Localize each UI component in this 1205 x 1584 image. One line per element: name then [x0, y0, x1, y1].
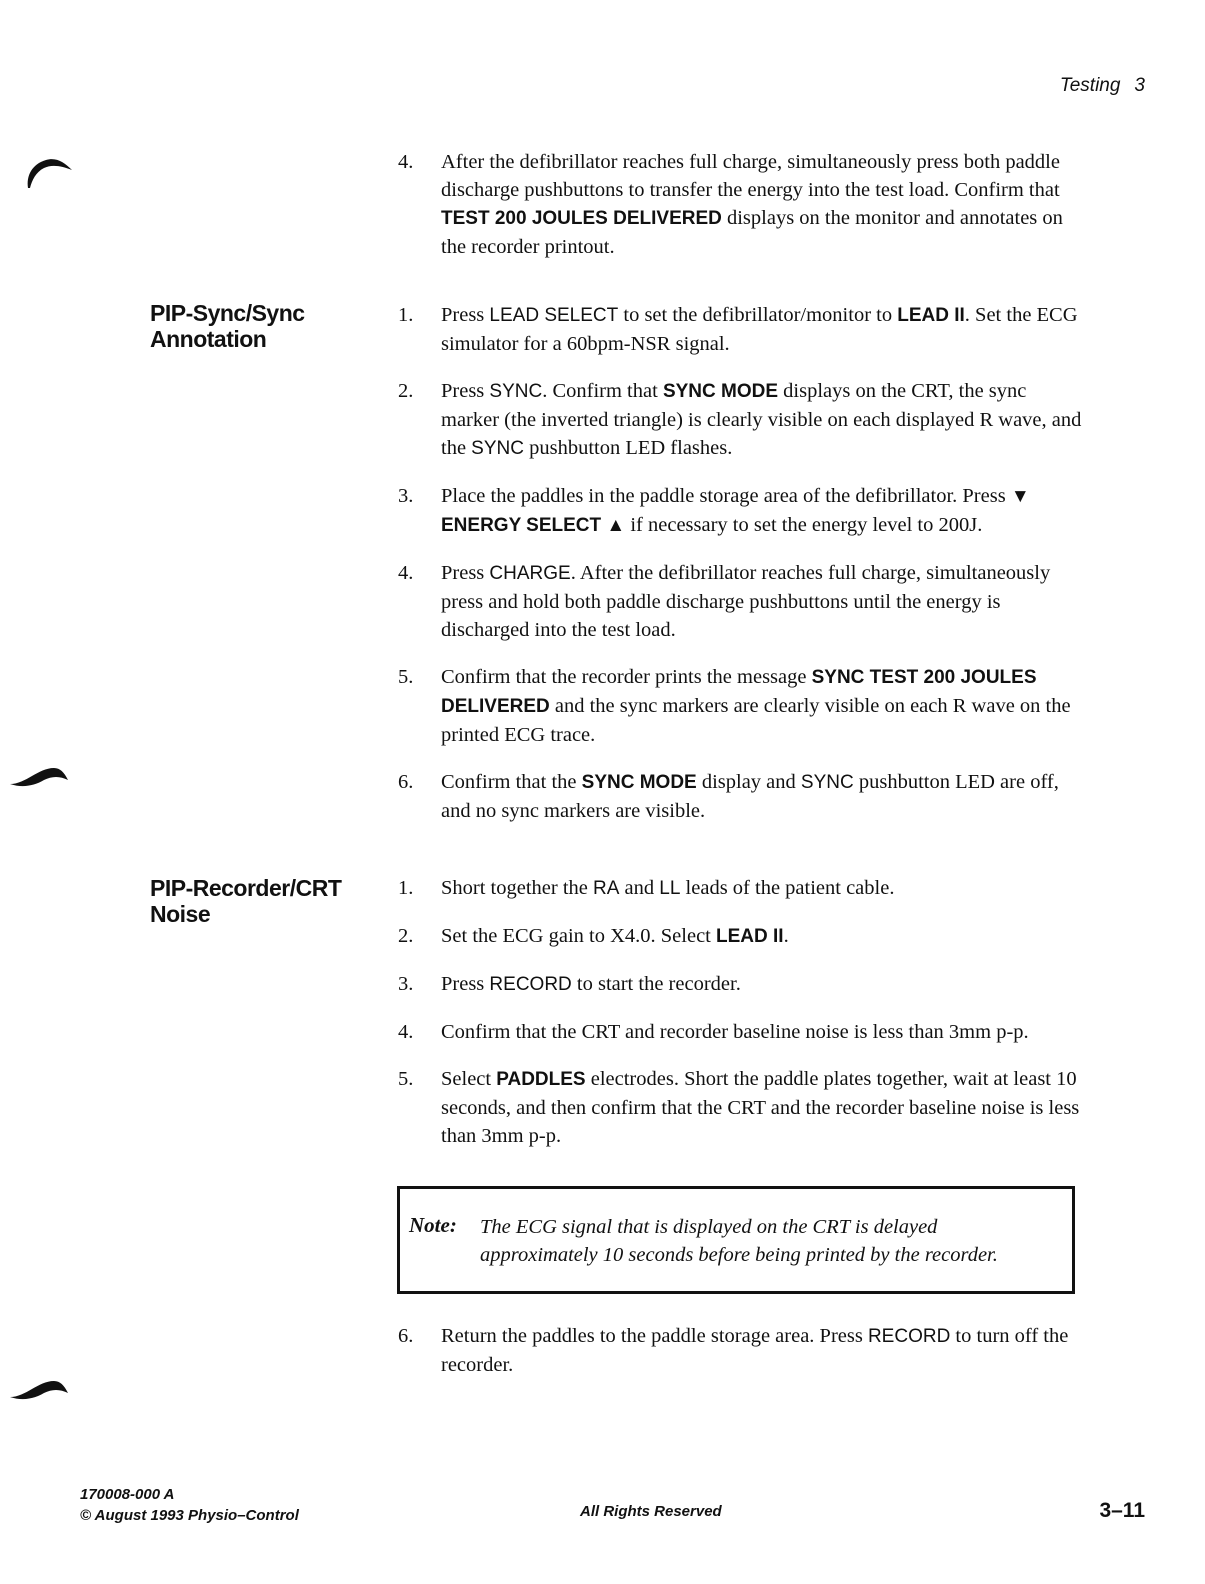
note-label: Note: — [409, 1213, 457, 1237]
list-item: 3. Place the paddles in the paddle storage area of the defibrillator. Press ▼ ENERGY SELECT ▲ if necessary to set the energy level to 200J. — [398, 485, 1030, 536]
header-section: Testing — [1059, 75, 1121, 96]
note-text: The ECG signal that is displayed on the CRT is delayed approximately 10 seconds before being printed by the recorder. — [480, 1216, 998, 1266]
list-item: 4. After the defibrillator reaches full charge, simultaneously press both paddle discharge pushbuttons to transfer the energy into the test load. Confirm that TEST 200 JOULES DELIVERED displays on the monitor and annotates on the recorder printout. — [398, 151, 1063, 258]
note-box — [397, 1186, 1075, 1294]
noise-steps-final — [398, 1322, 1088, 1398]
binding-mark-icon — [8, 762, 70, 790]
list-item: 5. Confirm that the recorder prints the message SYNC TEST 200 JOULES DELIVERED and the sync markers are clearly visible on each R wave on the printed ECG trace. — [398, 666, 1071, 746]
list-item: 6. Confirm that the SYNC MODE display and SYNC pushbutton LED are off, and no sync markers are visible. — [398, 771, 1059, 822]
page-header — [1060, 75, 1145, 97]
list-item: 1. Short together the RA and LL leads of the patient cable. — [398, 877, 895, 899]
footer-doc-number: 170008-000 A — [80, 1486, 175, 1503]
sync-steps — [398, 301, 1088, 844]
footer-rights: All Rights Reserved — [580, 1503, 722, 1520]
binding-mark-icon — [8, 1375, 70, 1403]
header-chapter: 3 — [1134, 75, 1145, 96]
list-item: 3. Press RECORD to start the recorder. — [398, 973, 741, 995]
binding-mark-icon — [22, 150, 74, 190]
footer-copyright: © August 1993 Physio–Control — [80, 1507, 299, 1524]
noise-steps — [398, 874, 1088, 1169]
section-heading-sync: PIP-Sync/Sync Annotation — [150, 300, 305, 352]
list-item: 2. Set the ECG gain to X4.0. Select LEAD II. — [398, 925, 789, 947]
list-item: 4. Press CHARGE. After the defibrillator reaches full charge, simultaneously press and hold both paddle discharge pushbuttons until the energy is discharged into the test load. — [398, 562, 1051, 641]
list-item: 1. Press LEAD SELECT to set the defibrillator/monitor to LEAD II. Set the ECG simulator for a 60bpm-NSR signal. — [398, 304, 1078, 355]
list-item: 4. Confirm that the CRT and recorder baseline noise is less than 3mm p-p. — [398, 1021, 1029, 1043]
intro-steps — [398, 148, 1088, 280]
list-item: 6. Return the paddles to the paddle storage area. Press RECORD to turn off the recorder. — [398, 1325, 1069, 1376]
list-item: 5. Select PADDLES electrodes. Short the paddle plates together, wait at least 10 seconds, and then confirm that the CRT and the recorder baseline noise is less than 3mm p-p. — [398, 1068, 1080, 1147]
page-number: 3–11 — [1099, 1499, 1145, 1522]
section-heading-noise: PIP-Recorder/CRT Noise — [150, 875, 342, 927]
list-item: 2. Press SYNC. Confirm that SYNC MODE displays on the CRT, the sync marker (the inverted triangle) is clearly visible on each displayed R wave, and the SYNC pushbutton LED flashes. — [398, 380, 1082, 459]
